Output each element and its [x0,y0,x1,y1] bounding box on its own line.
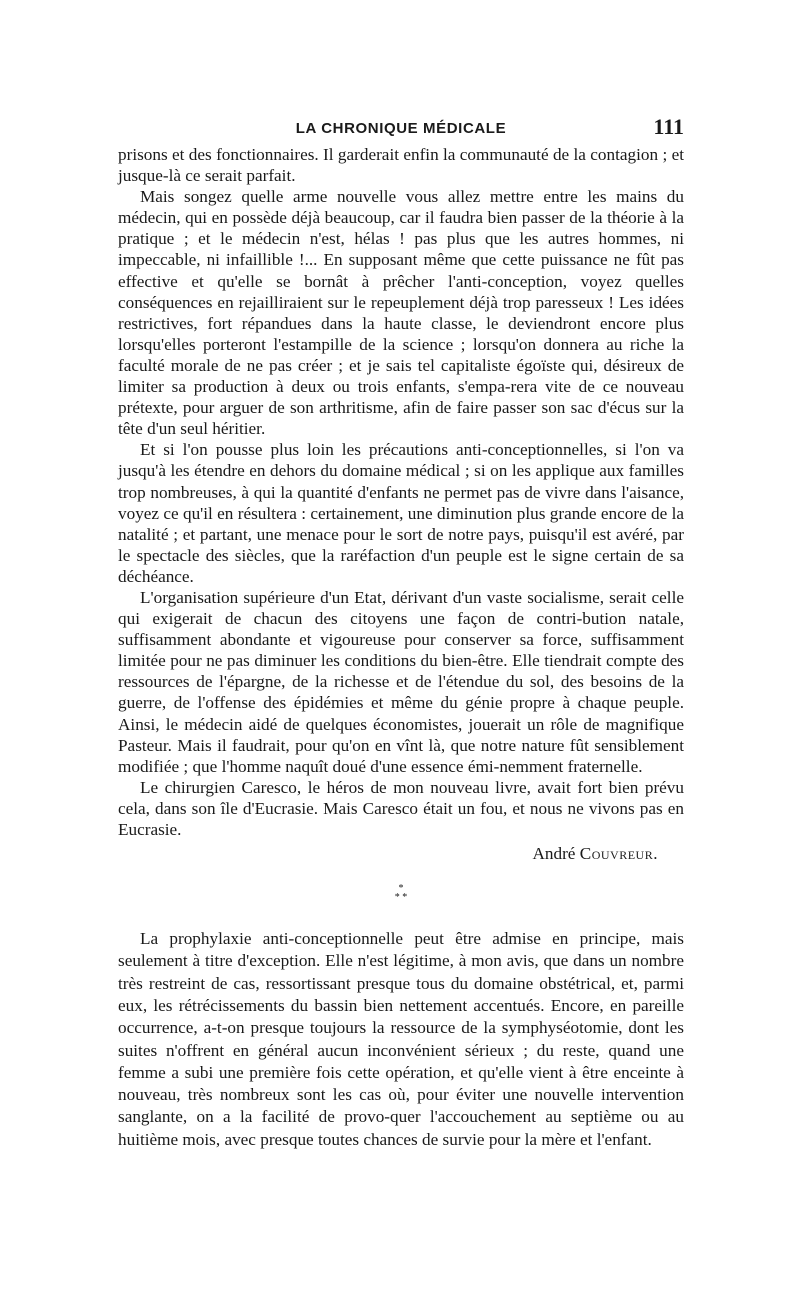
running-header [118,114,684,144]
signature-first-name: André [532,844,576,864]
signature-last-name: Couvreur. [579,844,658,864]
page-number: 111 [653,114,684,139]
separator-bottom-stars: * * [394,892,408,904]
author-signature [118,842,684,866]
paragraph: L'organisation supérieure d'un Etat, dérivant d'un vaste socialisme, serait celle qui exigerait de chacun des citoyens une façon de contri-bution natale, suffisamment abondante et vigoureuse pour conserver sa force, suffisamment limitée pour ne pas diminuer les conditions du bien-être. Elle tiendrait compte des ressources de l'épargne, de la richesse et de l'étendue du sol, des besoins de la guerre, de l'offense des épidémies et même du génie propre à chaque peuple. Ainsi, le médecin aidé de quelques économistes, jouerait un rôle de magnifique Pasteur. Mais il faudrait, pour qu'on en vînt là, que notre nature fût sensiblement modifiée ; que l'homme naquît doué d'une essence émi-nemment fraternelle. [118,587,684,776]
paragraph: Le chirurgien Caresco, le héros de mon nouveau livre, avait fort bien prévu cela, dans son île d'Eucrasie. Mais Caresco était un fou, et nous ne vivons pas en Eucrasie. [118,777,684,839]
journal-page [118,114,684,1151]
paragraph-continued: prisons et des fonctionnaires. Il garderait enfin la communauté de la contagion ; et jusque-là ce serait parfait. [118,145,684,186]
article-couvreur [118,144,684,866]
article-second-contribution [118,928,684,1151]
paragraph: Et si l'on pousse plus loin les précautions anti-conceptionnelles, si l'on va jusqu'à les étendre en dehors du domaine médical ; si on les applique aux familles trop nombreuses, à qui la quantité d'enfants ne permet pas de vivre dans l'aisance, voyez ce qu'il en résultera : certainement, une diminution plus grande encore de la natalité ; et partant, une menace pour le sort de notre pays, puisqu'il est avéré, par le spectacle des siècles, que la raréfaction d'un peuple est le signe certain de sa déchéance. [118,440,684,586]
paragraph: La prophylaxie anti-conceptionnelle peut être admise en principe, mais seulement à titre d'exception. Elle n'est légitime, à mon avis, que dans un nombre très restreint de cas, ressortissant presque tous du domaine obstétrical, et, parmi eux, les rétrécissements du bassin bien nettement accentués. Encore, en pareille occurrence, a-t-on presque toujours la ressource de la symphyséotomie, dont les suites n'offrent en général aucun inconvénient sérieux ; du reste, quand une femme a subi une première fois cette opération, et qu'elle vient à être enceinte à nouveau, très nombreux sont les cas où, pour éviter une nouvelle intervention sanglante, on a la facilité de provo-quer l'accouchement au septième ou au huitième mois, avec presque toutes chances de survie pour la mère et l'enfant. [118,929,684,1149]
section-separator [386,884,416,902]
running-title: LA CHRONIQUE MÉDICALE [295,120,507,137]
paragraph: Mais songez quelle arme nouvelle vous allez mettre entre les mains du médecin, qui en possède déjà beaucoup, car il faudra bien passer de la théorie à la pratique ; et le médecin n'est, hélas ! pas plus que les autres hommes, ni impeccable, ni infaillible !... En supposant même que cette puissance ne fût pas effective et qu'elle se bornât à prêcher l'anti-conception, voyez quelles conséquences en rejailliraient sur le repeuplement déjà trop paresseux ! Les idées restrictives, fort répandues dans la haute classe, le deviendront encore plus lorsqu'elles porteront l'estampille de la science ; lorsqu'on donnera au riche la faculté morale de ne pas créer ; et je sais tel capitaliste égoïste qui, désireux de limiter sa production à deux ou trois enfants, s'empa-rera vite de ce nouveau prétexte, pour arguer de son arthritisme, afin de faire passer son sac d'écus sur la tête d'un seul héritier. [118,187,684,439]
separator-top-star: * [398,883,404,895]
